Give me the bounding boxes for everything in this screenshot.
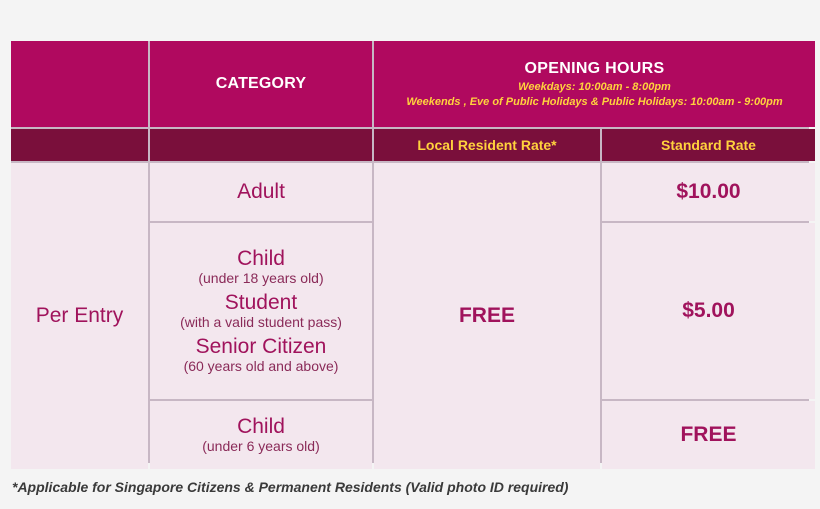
category-note: (with a valid student pass)	[180, 313, 342, 330]
footnote: *Applicable for Singapore Citizens & Permanent Residents (Valid photo ID required)	[12, 479, 569, 495]
standard-price-cell-young-child	[602, 401, 815, 469]
category-name: Student	[224, 290, 298, 314]
category-group-student	[180, 292, 342, 330]
category-name: Adult	[237, 179, 285, 203]
category-cell-concession	[150, 223, 372, 399]
category-group-senior	[184, 336, 339, 374]
standard-price-cell-adult	[602, 163, 815, 221]
weekend-hours: Weekends , Eve of Public Holidays & Public Holidays: 10:00am - 9:00pm	[406, 96, 783, 108]
category-header-label: CATEGORY	[215, 75, 307, 92]
local-price: FREE	[458, 304, 515, 327]
standard-rate-header	[602, 129, 815, 161]
standard-price: FREE	[680, 423, 737, 446]
category-name: Child	[237, 414, 285, 438]
local-price-cell	[374, 163, 600, 469]
local-rate-header	[374, 129, 600, 161]
category-note: (under 6 years old)	[202, 437, 320, 454]
category-name: Child	[237, 246, 285, 270]
standard-price: $10.00	[676, 180, 741, 203]
category-group-child	[198, 248, 323, 286]
standard-price-cell-concession	[602, 223, 815, 399]
category-name: Senior Citizen	[195, 335, 327, 359]
standard-rate-label: Standard Rate	[661, 137, 756, 153]
entry-type-label: Per Entry	[35, 303, 124, 327]
standard-price: $5.00	[682, 299, 735, 322]
opening-hours-header	[374, 41, 815, 127]
header-empty-cell	[11, 41, 148, 127]
subheader-empty-cell	[11, 129, 148, 161]
entry-type-cell	[11, 163, 148, 469]
subheader-empty-cell	[150, 129, 372, 161]
category-cell-young-child	[150, 401, 372, 469]
category-note: (60 years old and above)	[183, 358, 339, 375]
category-header	[150, 41, 372, 127]
weekday-hours: Weekdays: 10:00am - 8:00pm	[518, 81, 671, 93]
admission-rates-table	[11, 41, 809, 463]
category-cell-adult	[150, 163, 372, 221]
local-rate-label: Local Resident Rate*	[417, 137, 557, 153]
category-note: (under 18 years old)	[198, 269, 324, 286]
opening-hours-title: OPENING HOURS	[524, 60, 665, 77]
